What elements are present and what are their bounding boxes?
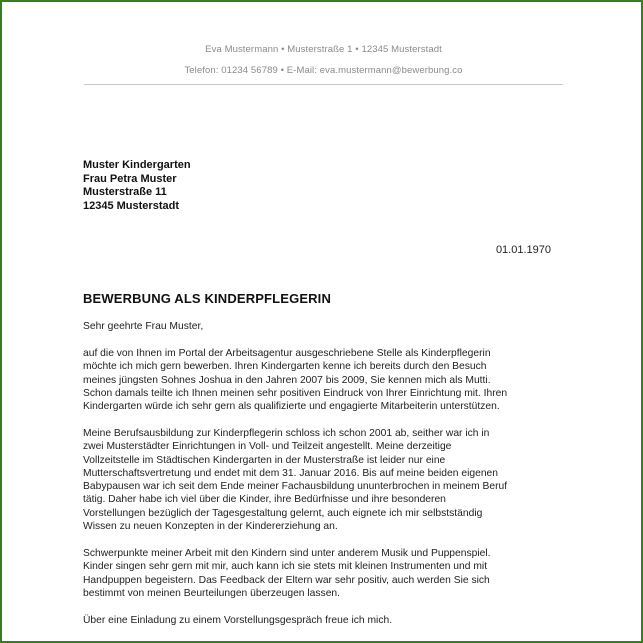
- salutation: [83, 320, 573, 333]
- recipient-address: [83, 159, 191, 214]
- paragraph-line: Vorstellungen bezüglich der Tagesgestaltung gelernt, auch eignete ich mir selbstständig: [83, 507, 483, 519]
- paragraph-line: Meine Berufsausbildung zur Kinderpflegerin schloss ich schon 2001 ab, seither war ich in: [83, 428, 490, 439]
- paragraph-line: Kindergarten würde ich sehr gern als qualifizierte und engagierte Mitarbeiterin unterstützen.: [83, 401, 500, 413]
- letter-subject: BEWERBUNG ALS KINDERPFLEGERIN: [83, 291, 331, 306]
- recipient-line: 12345 Musterstadt: [83, 200, 179, 213]
- paragraph-line: Wissen zu neuen Konzepten in der Kindererziehung an.: [83, 521, 338, 533]
- paragraph-line: Handpuppen begeistern. Das Feedback der Eltern war sehr positiv, auch werden Sie sich: [83, 574, 490, 586]
- paragraph-line: möchte ich mich gern bewerben. Ihren Kindergarten kenne ich bereits durch den Besuch: [83, 361, 487, 373]
- paragraph-line: Vollzeitstelle im Städtischen Kindergarten in der Musterstraße ist leider nur eine: [83, 454, 446, 466]
- paragraph-line: auf die von Ihnen im Portal der Arbeitsagentur ausgeschriebene Stelle als Kinderpflegerin: [83, 348, 491, 359]
- paragraph-line: zwei Musterstädter Einrichtungen in Voll- und Teilzeit angestellt. Meine derzeitige: [83, 441, 452, 453]
- paragraph-line: bestimmt von meinen Beurteilungen überzeugen lassen.: [83, 587, 341, 599]
- recipient-line: Frau Petra Muster: [83, 172, 177, 185]
- paragraph-line: meines jüngsten Sohnes Joshua in den Jahren 2007 bis 2009, Sie kennen mich als Mutti.: [83, 374, 491, 386]
- paragraph-1: [83, 347, 573, 413]
- paragraph-line: Schwerpunkte meiner Arbeit mit den Kindern sind unter anderem Musik und Puppenspiel.: [83, 548, 491, 559]
- recipient-line: Muster Kindergarten: [83, 159, 191, 171]
- salutation-text: Sehr geehrte Frau Muster,: [83, 321, 204, 332]
- paragraph-line: Mutterschaftsvertretung und endet mit dem 31. Januar 2016. Bis auf meine beiden eigenen: [83, 467, 498, 479]
- paragraph-3: [83, 547, 573, 600]
- sender-contact-line: Telefon: 01234 56789 • E-Mail: eva.mustermann@bewerbung.co: [184, 65, 463, 76]
- paragraph-line: Schon damals teilte ich Ihnen meinen sehr positiven Eindruck von Ihrer Einrichtung mit. Ihren: [83, 387, 508, 399]
- paragraph-line: Kinder singen sehr gern mit mir, auch kann ich sie stets mit kleinen Instrumenten und mit: [83, 561, 488, 573]
- paragraph-line: Babypausen war ich seit dem Ende meiner Fachausbildung ununterbrochen in meinem Beruf: [83, 481, 508, 493]
- header-divider: [84, 84, 563, 85]
- paragraph-2: [83, 427, 573, 533]
- paragraph-line: Über eine Einladung zu einem Vorstellungsgespräch freue ich mich.: [83, 615, 393, 626]
- recipient-line: Musterstraße 11: [83, 186, 167, 199]
- sender-address-line: Eva Mustermann • Musterstraße 1 • 12345 Musterstadt: [205, 44, 442, 55]
- letter-date: 01.01.1970: [495, 244, 551, 256]
- paragraph-line: tätig. Daher habe ich viel über die Kinder, ihre Bedürfnisse und ihre besonderen: [83, 494, 446, 506]
- paragraph-4: [83, 614, 573, 627]
